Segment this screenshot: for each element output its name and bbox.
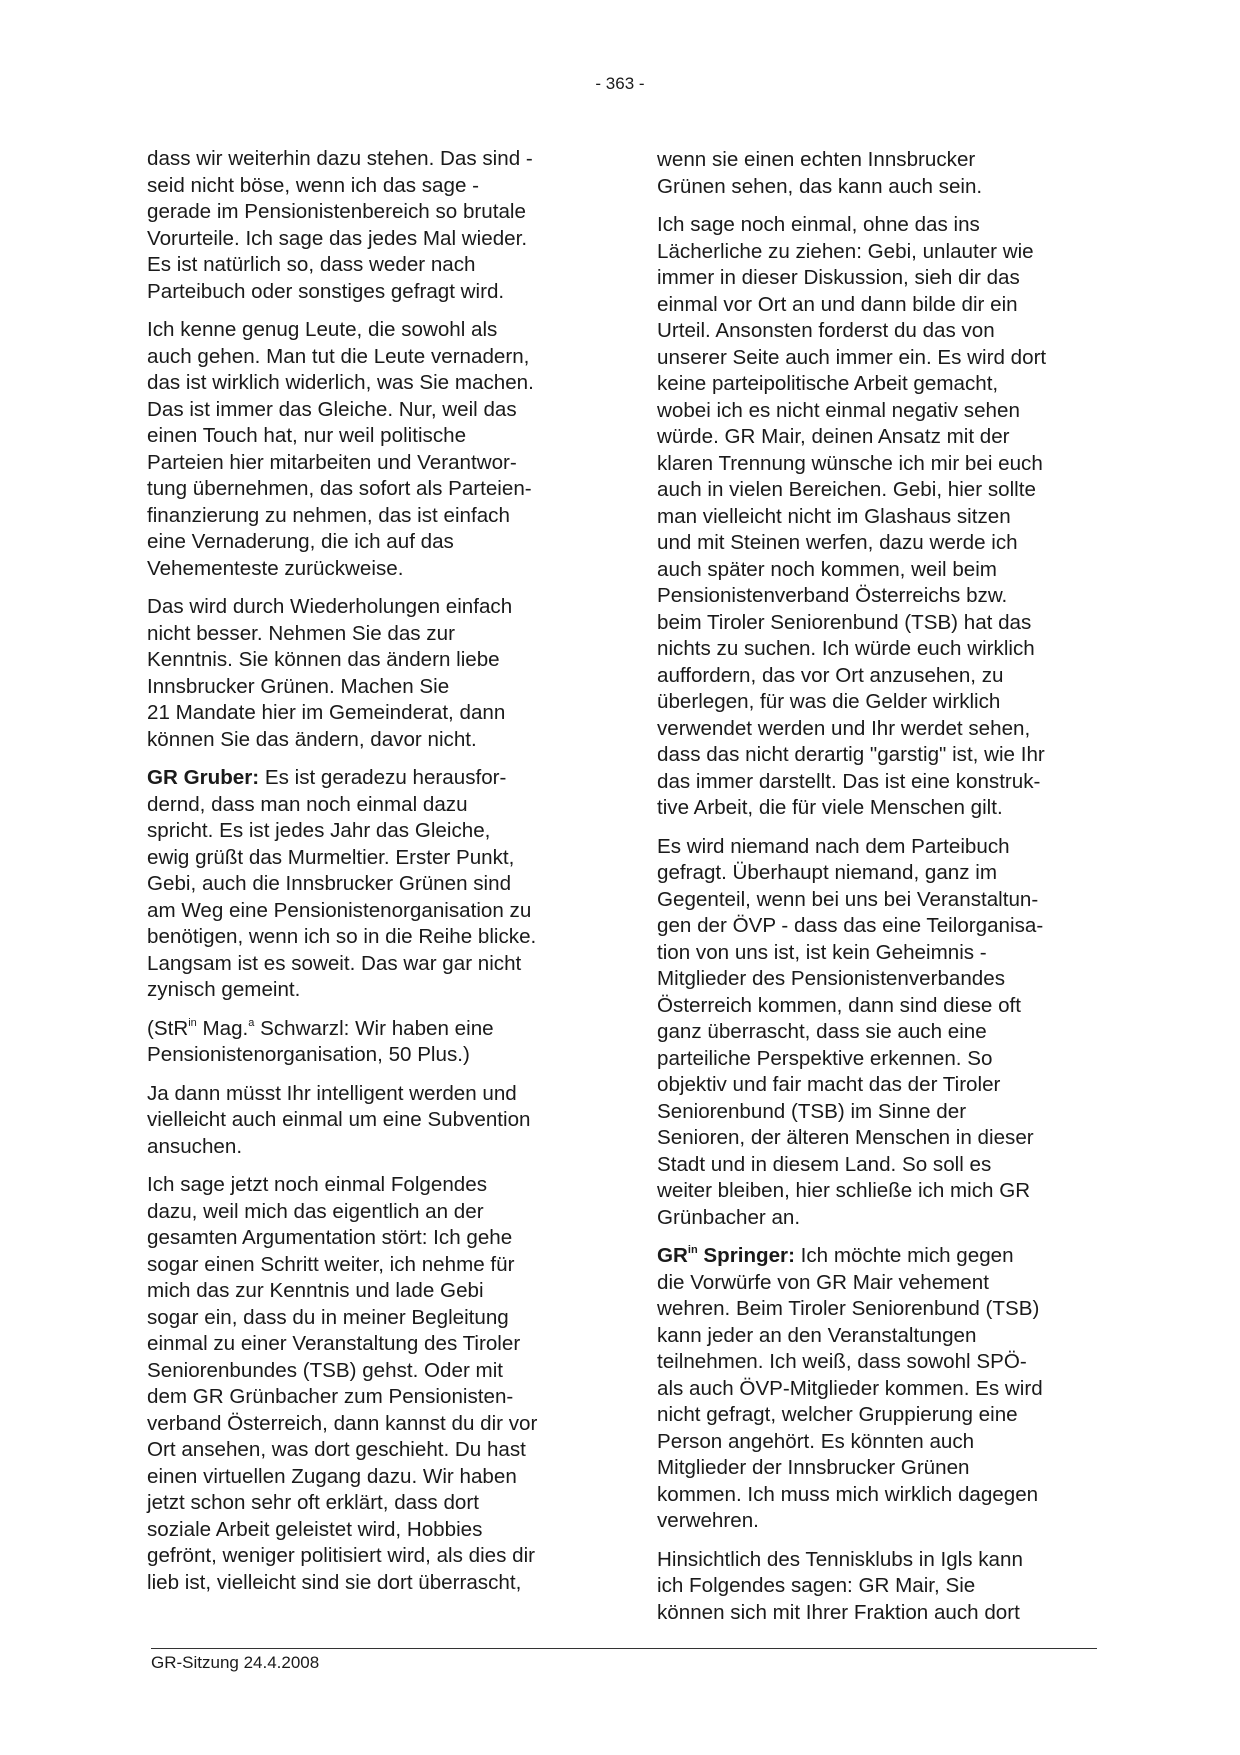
footer-text: GR-Sitzung 24.4.2008	[151, 1653, 320, 1672]
left-column	[147, 146, 587, 1608]
paragraph: Hinsichtlich des Tennisklubs in Igls kann ich Folgendes sagen: GR Mair, Sie können sich mit Ihrer Fraktion auch dort	[657, 1547, 1023, 1624]
footer-divider	[151, 1648, 1097, 1649]
speech-gruber	[147, 765, 587, 1004]
speaker-label: GR Gruber:	[147, 766, 260, 789]
speech-springer	[657, 1243, 1097, 1535]
speaker-label	[657, 1244, 795, 1267]
speech-text: Ich möchte mich gegen die Vorwürfe von GR Mair vehement wehren. Beim Tiroler Seniorenbund (TSB) kann jeder an den Veranstaltungen teilnehmen. Ich weiß, dass sowohl SPÖ- als auch ÖVP-Mitglieder kommen. Es wird nicht gefragt, welcher Gruppierung eine Person angehört. Es könnten auch Mitglieder der Innsbrucker Grünen kommen. Ich muss mich wirklich dagegen verwehren.	[657, 1244, 1043, 1532]
paragraph: Es wird niemand nach dem Parteibuch gefragt. Überhaupt niemand, ganz im Gegenteil, wenn bei uns bei Veranstaltun- gen der ÖVP - dass das eine Teilorganisa- tion von uns ist, ist kein Geheimnis - Mitglieder des Pensionistenverbandes Österreich kommen, dann sind diese oft ganz überrascht, dass sie auch eine parteiliche Perspektive erkennen. So objektiv und fair macht das der Tiroler Seniorenbund (TSB) im Sinne der Senioren, der älteren Menschen in dieser Stadt und in diesem Land. So soll es weiter bleiben, hier schließe ich mich GR Grünbacher an.	[657, 834, 1044, 1229]
right-column	[657, 147, 1097, 1638]
paragraph: Ich sage jetzt noch einmal Folgendes dazu, weil mich das eigentlich an der gesamten Argumentation stört: Ich gehe sogar einen Schritt weiter, ich nehme für mich das zur Kenntnis und lade Gebi sogar ein, dass du in meiner Begleitung einmal zu einer Veranstaltung des Tiroler Seniorenbundes (TSB) gehst. Oder mit dem GR Grünbacher zum Pensionisten- verband Österreich, dann kannst du dir vor Ort ansehen, was dort geschieht. Du hast einen virtuellen Zugang dazu. Wir haben jetzt schon sehr oft erklärt, dass dort soziale Arbeit geleistet wird, Hobbies gefrönt, weniger politisiert wird, als dies dir lieb ist, vielleicht sind sie dort überrascht,	[147, 1173, 538, 1594]
speaker-name: Springer:	[697, 1244, 795, 1267]
page-number: - 363 -	[595, 74, 645, 93]
paragraph: dass wir weiterhin dazu stehen. Das sind - seid nicht böse, wenn ich das sage - gerade im Pensionistenbereich so brutale Vorurteile. Ich sage das jedes Mal wieder. Es ist natürlich so, dass weder nach Parteibuch oder sonstiges gefragt wird.	[147, 147, 533, 303]
interjection-title: Mag.	[196, 1016, 249, 1040]
superscript: in	[687, 1244, 698, 1256]
paragraph: Das wird durch Wiederholungen einfach nicht besser. Nehmen Sie das zur Kenntnis. Sie können das ändern liebe Innsbrucker Grünen. Machen Sie 21 Mandate hier im Gemeinderat, dann können Sie das ändern, davor nicht.	[147, 595, 513, 751]
paragraph: Ich sage noch einmal, ohne das ins Lächerliche zu ziehen: Gebi, unlauter wie immer in dieser Diskussion, sieh dir das einmal vor Ort an und dann bilde dir ein Urteil. Ansonsten forderst du das von unserer Seite auch immer ein. Es wird dort keine parteipolitische Arbeit gemacht, wobei ich es nicht einmal negativ sehen würde. GR Mair, deinen Ansatz mit der klaren Trennung wünsche ich mir bei euch auch in vielen Bereichen. Gebi, hier sollte man vielleicht nicht im Glashaus sitzen und mit Steinen werfen, dazu werde ich auch später noch kommen, weil beim Pensionistenverband Österreichs bzw. beim Tiroler Seniorenbund (TSB) hat das nichts zu suchen. Ich würde euch wirklich auffordern, das vor Ort anzusehen, zu überlegen, für was die Gelder wirklich verwendet werden und Ihr werdet sehen, dass das nicht derartig "garstig" ist, wie Ihr das immer darstellt. Das ist eine konstruk- tive Arbeit, die für viele Menschen gilt.	[657, 213, 1047, 819]
speech-text: Es ist geradezu herausfor- dernd, dass man noch einmal dazu spricht. Es ist jedes Jahr das Gleiche, ewig grüßt das Murmeltier. Erster Punkt, Gebi, auch die Innsbrucker Grünen sind am Weg eine Pensionistenorganisation zu benötigen, wenn ich so in die Reihe blicke. Langsam ist es soweit. Das war gar nicht zynisch gemeint.	[147, 766, 537, 1001]
interjection	[147, 1016, 587, 1069]
interjection-text: Schwarzl: Wir haben eine Pensionistenorganisation, 50 Plus.)	[147, 1016, 494, 1066]
paragraph: wenn sie einen echten Innsbrucker Grünen sehen, das kann auch sein.	[657, 148, 983, 198]
paragraph: Ich kenne genug Leute, die sowohl als auch gehen. Man tut die Leute vernadern, das ist wirklich widerlich, was Sie machen. Das ist immer das Gleiche. Nur, weil das einen Touch hat, nur weil politische Parteien hier mitarbeiten und Verantwor- tung übernehmen, das sofort als Parteien- finanzierung zu nehmen, das ist einfach eine Vernaderung, die ich auf das Vehementeste zurückweise.	[147, 318, 534, 580]
paragraph: Ja dann müsst Ihr intelligent werden und vielleicht auch einmal um eine Subvention ansuchen.	[147, 1081, 531, 1158]
superscript: in	[188, 1016, 197, 1029]
superscript: a	[248, 1016, 255, 1029]
speaker-title: GR	[657, 1244, 688, 1267]
interjection-open: (StR	[147, 1016, 189, 1040]
